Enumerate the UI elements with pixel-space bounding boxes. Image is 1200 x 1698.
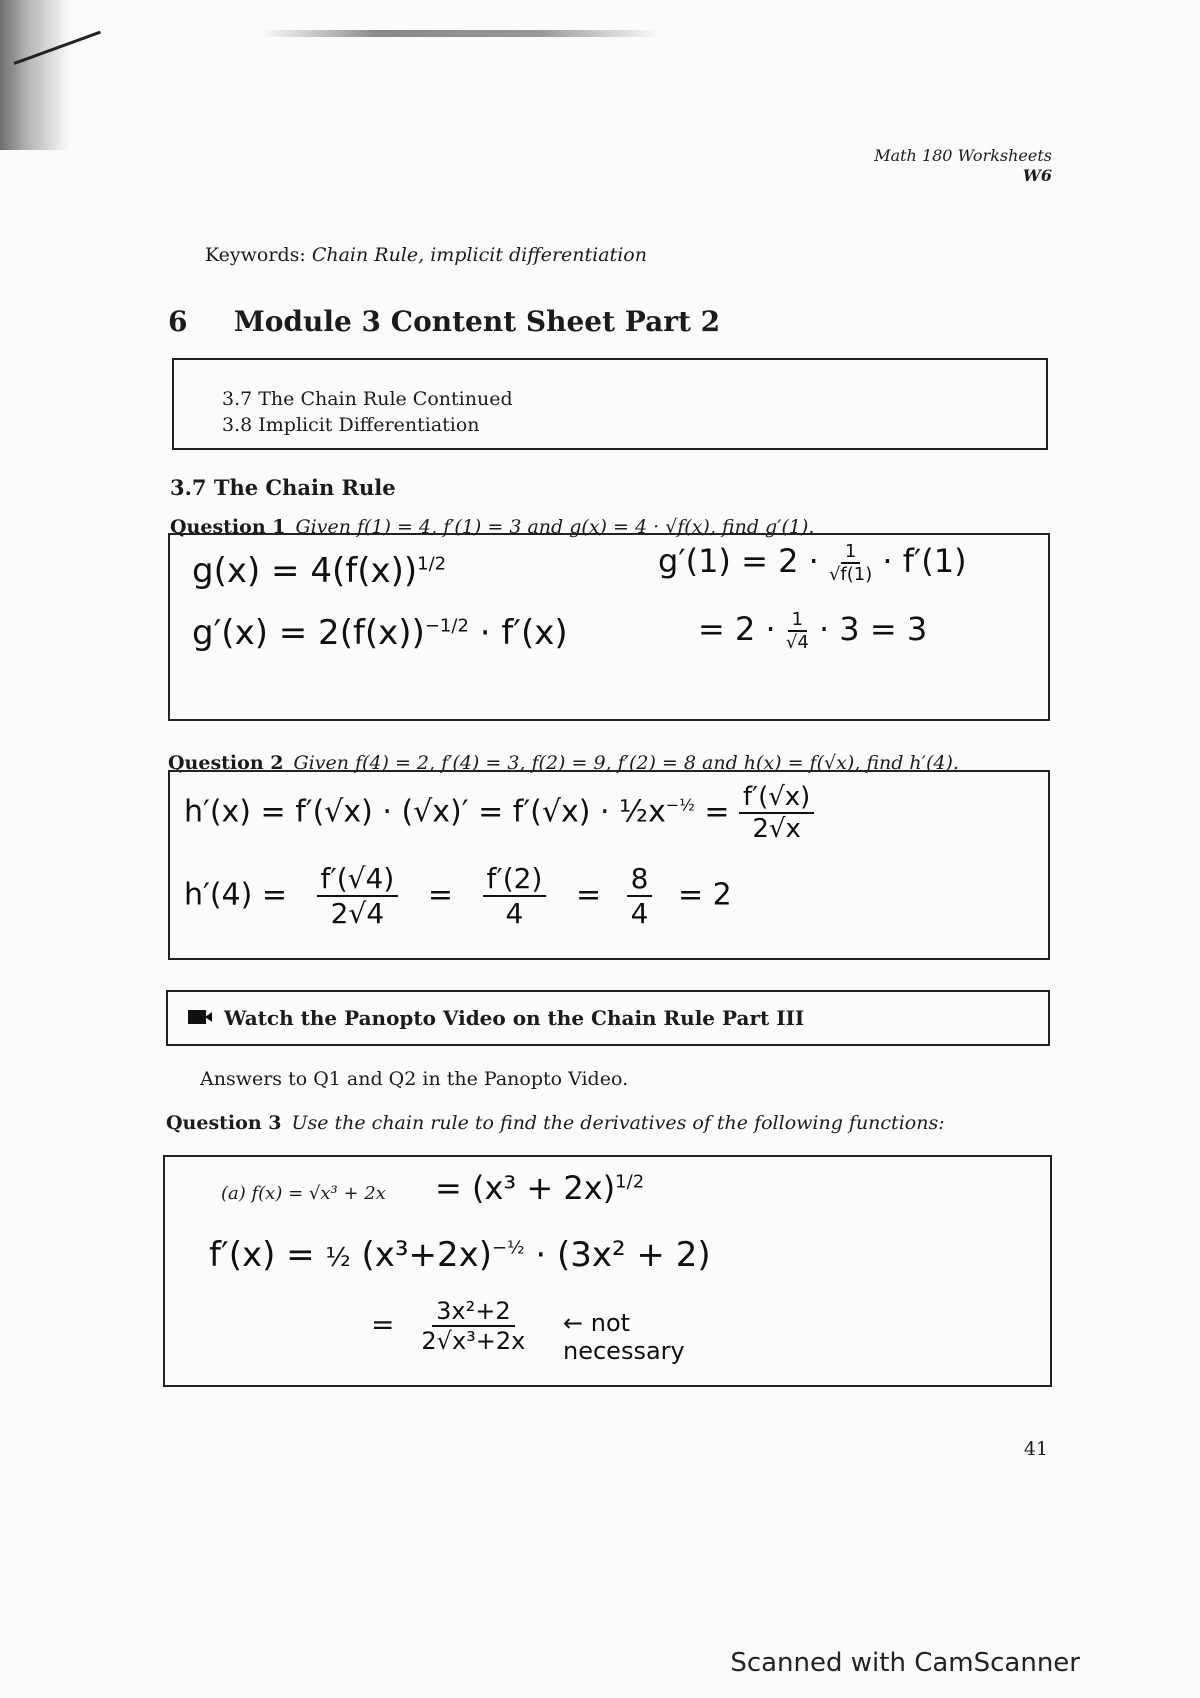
question-3 (166, 1112, 945, 1134)
subsection-title: 3.7 The Chain Rule (170, 475, 396, 500)
worksheet-header (874, 146, 1052, 186)
question-3-label: Question 3 (166, 1112, 282, 1134)
section-number: 6 (168, 305, 188, 338)
q3-work-line-1: = $(x^3 + 2x)^{1/2}$ (435, 1169, 645, 1207)
q1-work-line-2: $g'(x) = 2(f(x))^{-1/2} \cdot f'(x)$ (192, 613, 568, 653)
question-2-label: Question 2 (168, 752, 284, 774)
question-2-text: Given f(4) = 2, f′(4) = 3, f(2) = 9, f′(2) = 8 and h(x) = f(√x), find h′(4). (293, 752, 959, 774)
keywords-line (205, 244, 647, 266)
section-title: Module 3 Content Sheet Part 2 (233, 305, 721, 338)
worksheet-code: W6 (1022, 166, 1052, 185)
answer-box-1 (168, 533, 1050, 721)
part-a-prompt: (a) f(x) = √x³ + 2x (221, 1183, 386, 1204)
video-camera-icon (188, 1010, 206, 1024)
answers-note: Answers to Q1 and Q2 in the Panopto Video. (200, 1068, 629, 1090)
q3-work-line-2: f′(x) = ½ $(x^3+2x)^{-\frac{1}{2}} \cdot (3x^2 + 2)$ (209, 1235, 711, 1275)
question-1-text: Given f(1) = 4, f′(1) = 3 and g(x) = 4 · √f(x), find g′(1). (295, 516, 815, 538)
answer-box-3 (163, 1155, 1052, 1387)
q2-work-line-1: $h'(x) = f'(√x) \cdot (√x)' = f'(√x) \cdot \frac{1}{2}x^{-\frac{1}{2}}$ = $\frac{f'(√x)}{2√x}$ (184, 782, 814, 844)
q1-work-right-2: = 2 · $\frac{1}{√4}$ · 3 = 3 (698, 609, 928, 653)
question-1-label: Question 1 (170, 516, 286, 538)
panopto-video-box (166, 990, 1050, 1046)
scan-corner-shadow (0, 0, 70, 150)
topic-item: 3.8 Implicit Differentiation (222, 414, 480, 436)
topic-item: 3.7 The Chain Rule Continued (222, 388, 513, 410)
q3-note: ← not necessary (563, 1309, 685, 1365)
topics-box (172, 358, 1048, 450)
keywords-label: Keywords: (205, 244, 306, 266)
q1-work-line-1: $g(x) = 4(f(x))^{1/2}$ (192, 551, 447, 591)
question-3-text: Use the chain rule to find the derivatives of the following functions: (291, 1112, 945, 1134)
section-heading (168, 305, 720, 338)
answer-box-2 (168, 770, 1050, 960)
course-title: Math 180 Worksheets (874, 146, 1052, 165)
camscanner-footer: Scanned with CamScanner (730, 1648, 1080, 1678)
page-number: 41 (1023, 1438, 1048, 1460)
video-link-text[interactable]: Watch the Panopto Video on the Chain Rule Part III (224, 1006, 805, 1030)
keywords-value: Chain Rule, implicit differentiation (311, 244, 647, 266)
q1-work-right-1: g′(1) = 2 · $\frac{1}{√f(1)}$ · f′(1) (658, 541, 967, 585)
q2-work-line-2: h′(4) = $\frac{f'(√4)}{2√4}$ = $\frac{f'(2)}{4}$ = $\frac{8}{4}$ = 2 (184, 862, 732, 930)
scan-top-shadow (260, 30, 660, 37)
q3-work-line-3: = $\frac{\text{3x²+2}}{\text{2√x³+2x}}$ (371, 1297, 526, 1355)
